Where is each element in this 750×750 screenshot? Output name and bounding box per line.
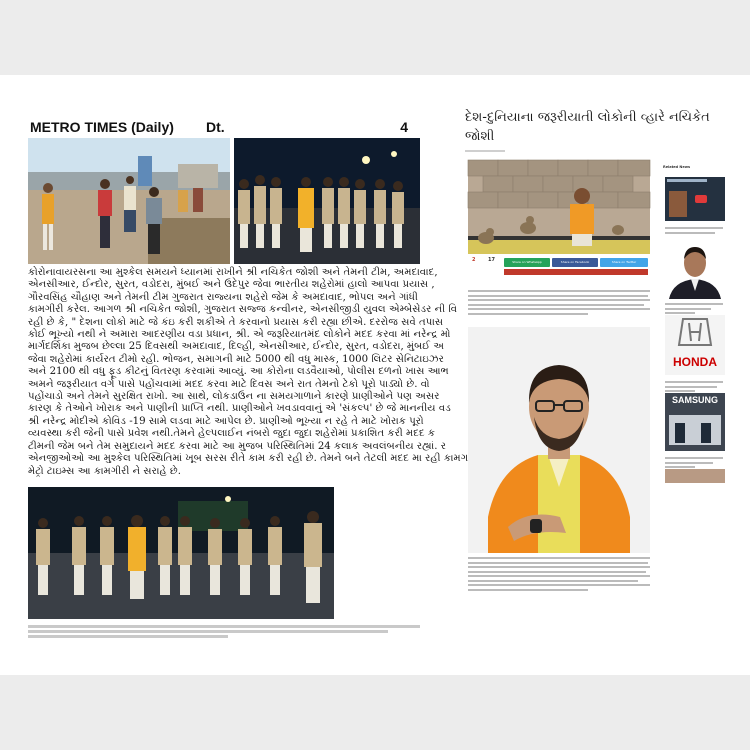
article-meta [465, 149, 505, 153]
date-label: Dt. [206, 119, 225, 135]
body-line: અમને જરૂરીયાત વર્ગ પાસે પહોંચવામાં મદદ કરવા માટે દિવસ અને રાત તેમનો ટેકો પૂરો પાડ્યો છે. વો [28, 378, 430, 390]
share-whatsapp-button[interactable]: Share on WhatsApp [504, 258, 550, 267]
share-row [468, 257, 650, 283]
body-line: અને 2100 થી વધુ ફૂડ કીટનું વિતરણ કરવામાં આવ્યું. આ કોરોના લડવૈયાઓ, પોલીસ દળનો ખાસ આભ [28, 366, 449, 378]
view-count: 17 [488, 257, 495, 263]
news-photo-night-group [234, 138, 420, 264]
masthead [28, 117, 420, 137]
article-portrait-photo [468, 327, 650, 553]
article-intro-text [468, 290, 650, 317]
body-line: રહી છે કે, " દેશના લોકો માટે જે કંઇ કરી શકીએ તે કરવાનો પ્રયાસ કરી રહ્યા છીએ. દરરોજ સવે તપાસ [28, 316, 444, 328]
body-line: ટીમની જેમ બને તેમ સમુદાયને મદદ કરવા માટે આ મુજબ પરિસ્થિતિમાં 24 કલાક અવલંબનીય રહ્યાં. ર [28, 440, 447, 452]
sidebar-samsung-thumb[interactable] [665, 393, 725, 451]
honda-logo-icon [665, 315, 725, 355]
article-body-text [468, 557, 650, 593]
body-line: વ્યવસ્થા કરી જેની પાસે પ્રવેશ નથી.તેમને હેલ્પલાઈન નંબરો જુદા જુદા શહેરોમાં પ્રકાશિત કરી મદદ ક [28, 428, 436, 440]
web-article [465, 105, 727, 605]
article-hero-photo [468, 160, 650, 254]
body-line: કોરોનાવાયરસના આ મુશ્કેલ સમયને ધ્યાનમાં રાખીને શ્રી નચિકેત જોશી અને તેમની ટીમ, અમદાવાદ, [28, 267, 438, 278]
share-facebook-button[interactable]: Share on Facebook [552, 258, 598, 267]
body-line: જેવા શહેરોમાં કાર્યરત ટીમો રહી. ભોજન, સમાગની માટે 5000 થી વધુ માસ્ક, 1000 લિટર સેનિટાઇઝર [28, 353, 444, 365]
body-line: કારણ કે તેઓને ખોરાક અને પાણીની પ્રાપ્તિ નથી. પ્રાણીઓને ખવડાવવાનું એ 'સંકલ્પ' છે જે માનનીય વડ [28, 403, 451, 415]
body-line: એનજીઓઓ આ મુશ્કેલ પરિસ્થિતિમાં ખૂબ સરસ રીતે કામ કરી રહી છે. તેમને બને તેટલી મદદ મા રહી કામગ [28, 453, 469, 465]
news-photo-daytime [28, 138, 230, 264]
sidebar-video-thumb[interactable] [665, 177, 725, 221]
sidebar-honda-thumb[interactable] [665, 315, 725, 375]
sidebar-person-thumb[interactable] [665, 239, 725, 299]
sidebar-heading: Related News [663, 165, 691, 169]
share-twitter-button[interactable]: Share on Twitter [600, 258, 648, 267]
sidebar-thumb-small[interactable] [665, 469, 725, 483]
body-line: એનસીઆર, ઈન્દોર, સુરત, વડોદરા, મુંબઈ અને ઉદેપુર જેવા ભારતીય શહેરોમાં હાલો આપવા પ્રયાસ , [28, 279, 435, 291]
page-number: 4 [400, 119, 408, 135]
body-line: ગૌરવસિંહ ચૌહાણ અને તેમની ટીમ ગુજરાત રાજ્યના શહેરો જેમ કે અમદાવાદ, ભોપલ અને ગાંધી [28, 291, 418, 303]
body-line: કામગીરી કરેલ. આગળ શ્રી નચિકેત જોશી, ગુજરાત સજ્જ કન્વીનર, એનસીજીડી યુવલ એમ્બેસેડર ની વિ [28, 304, 458, 316]
sidebar-item-text [665, 227, 725, 236]
newspaper-name: METRO TIMES (Daily) [30, 119, 174, 135]
related-sidebar [663, 165, 727, 605]
share-count: 2 [472, 257, 476, 263]
samsung-wordmark: SAMSUNG [671, 395, 718, 405]
play-icon[interactable] [695, 195, 707, 203]
article-title: દેશ-દુનિયાના જરૂરીયાતી લોકોની વ્હારે નચિકેત જોશી [465, 110, 710, 144]
body-line: શ્રી નરેન્દ્ર મોદીએ કોવિડ -19 સામે લડવા માટે આપેલ છે. પ્રાણીઓ ભૂખ્યા ન રહે તે માટે ખોરાક પૂરો [28, 415, 424, 427]
news-photo-police-row [28, 487, 334, 619]
body-line: માર્ગદર્શિકા મુજબ છેલ્લા 25 દિવસથી અમદાવાદ, દિલ્હી, એનસીઆર, ઈન્દોર, સુરત, વડોદરા, મુંબઈ અ [28, 341, 445, 353]
body-line: પહોંચાડો અને તેમને સુરક્ષિત રાખો. આ સાથે, લોકડાઉન ના સમયગાળાને કારણે પ્રાણીઓને પણ અસર [28, 391, 440, 403]
share-bar-red[interactable] [504, 269, 648, 275]
body-line: મેટ્રો ટાઇમ્સ આ કામગીરી ને સરાહે છે. [28, 465, 182, 477]
caption-lines [28, 625, 420, 640]
body-line: કોઈ ભૂખ્યો નથી ને અમારા આદરણીય વડા પ્રધાન, શ્રી. એ જરૂરિયાતમંદ લોકોને મદદ કરવા માં નરેન્દ્ર મો [28, 329, 451, 341]
honda-wordmark: HONDA [673, 355, 717, 369]
newspaper-page [28, 117, 469, 657]
